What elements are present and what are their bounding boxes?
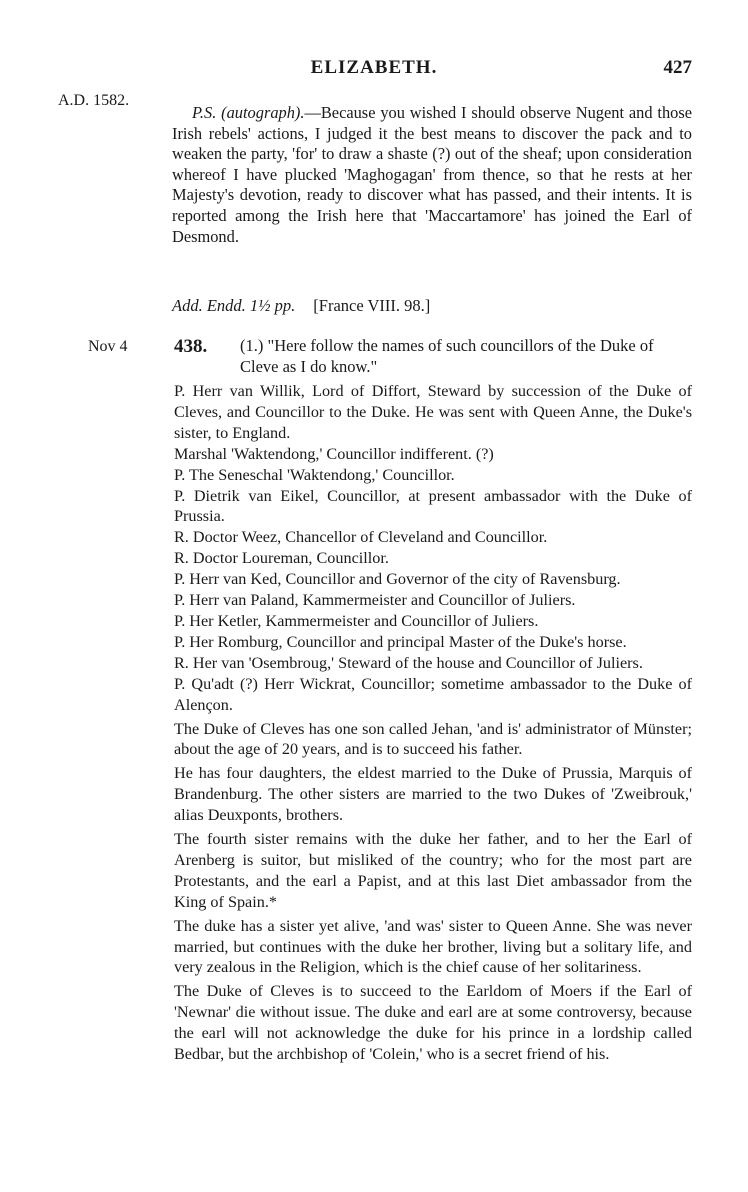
body-paragraph: P. Herr van Paland, Kammermeister and Councillor of Juliers. xyxy=(174,591,576,610)
postscript-block xyxy=(172,103,692,247)
entry-heading: (1.) "Here follow the names of such councillors of the Duke of Cleve as I do know." xyxy=(240,336,654,376)
endorsement-text: Add. Endd. 1½ pp. xyxy=(172,296,296,315)
endorsement xyxy=(172,296,430,316)
page-number: 427 xyxy=(663,57,692,78)
archive-reference: [France VIII. 98.] xyxy=(313,296,431,315)
body-paragraph: The duke has a sister yet alive, 'and was' sister to Queen Anne. She was never married, but continues with the duke her brother, living but a solitary life, and very zealous in the Religion, which is the chief cause of her solitariness. xyxy=(174,916,692,977)
body-paragraph: Marshal 'Waktendong,' Councillor indifferent. (?) xyxy=(174,444,494,463)
body-paragraph: The fourth sister remains with the duke her father, and to her the Earl of Arenberg is suitor, but misliked of the country; who for the most part are Protestants, and the earl a Papist, and at this last Diet ambassador from the King of Spain.* xyxy=(174,830,692,911)
body-paragraph: P. Her Romburg, Councillor and principal Master of the Duke's horse. xyxy=(174,632,627,651)
body-paragraph: P. Dietrik van Eikel, Councillor, at present ambassador with the Duke of Prussia. xyxy=(174,486,692,526)
body-paragraph: The Duke of Cleves has one son called Jehan, 'and is' administrator of Münster; about the age of 20 years, and is to succeed his father. xyxy=(174,719,692,759)
body-paragraph: P. Herr van Ked, Councillor and Governor of the city of Ravensburg. xyxy=(174,570,621,589)
running-head-title: ELIZABETH. xyxy=(310,57,438,78)
body-paragraph: P. The Seneschal 'Waktendong,' Councillor. xyxy=(174,465,455,484)
body-paragraph: P. Herr van Willik, Lord of Diffort, Steward by succession of the Duke of Cleves, and Councillor to the Duke. He was sent with Queen Anne, the Duke's sister, to England. xyxy=(174,382,692,442)
postscript-paragraph xyxy=(172,103,692,247)
body-paragraph: P. Her Ketler, Kammermeister and Councillor of Juliers. xyxy=(174,611,539,630)
body-paragraph: R. Her van 'Osembroug,' Steward of the house and Councillor of Juliers. xyxy=(174,653,643,672)
postscript-label: P.S. (autograph). xyxy=(192,103,305,122)
body-paragraph: R. Doctor Weez, Chancellor of Cleveland and Councillor. xyxy=(174,528,548,547)
entry-number: 438. xyxy=(174,336,208,357)
entry-body xyxy=(174,381,692,1065)
body-paragraph: P. Qu'adt (?) Herr Wickrat, Councillor; sometime ambassador to the Duke of Alençon. xyxy=(174,674,692,714)
body-paragraph: R. Doctor Loureman, Councillor. xyxy=(174,549,389,568)
body-paragraph: The Duke of Cleves is to succeed to the Earldom of Moers if the Earl of 'Newnar' die without issue. The duke and earl are at some controversy, because the earl will not acknowledge the duke for his prince in a lordship called Bedbar, but the archbishop of 'Colein,' who is a secret friend of his. xyxy=(174,982,692,1064)
entry-date: Nov 4 xyxy=(88,338,128,355)
postscript-text: —Because you wished I should observe Nugent and those Irish rebels' actions, I judged it the best means to discover the pack and to weaken the party, 'for' to draw a shaste (?) out of the sheaf; upon consideration whereof I have plucked 'Maghogagan' from thence, so that he rests at her Majesty's devotion, ready to discover what has passed, and their intents. It is reported among the Irish here that 'Maccartamore' has joined the Earl of Desmond. xyxy=(172,103,692,246)
margin-year: A.D. 1582. xyxy=(58,92,130,109)
body-paragraph: He has four daughters, the eldest married to the Duke of Prussia, Marquis of Brandenburg. The other sisters are married to the two Dukes of 'Zweibrouk,' alias Deuxponts, brothers. xyxy=(174,764,692,825)
